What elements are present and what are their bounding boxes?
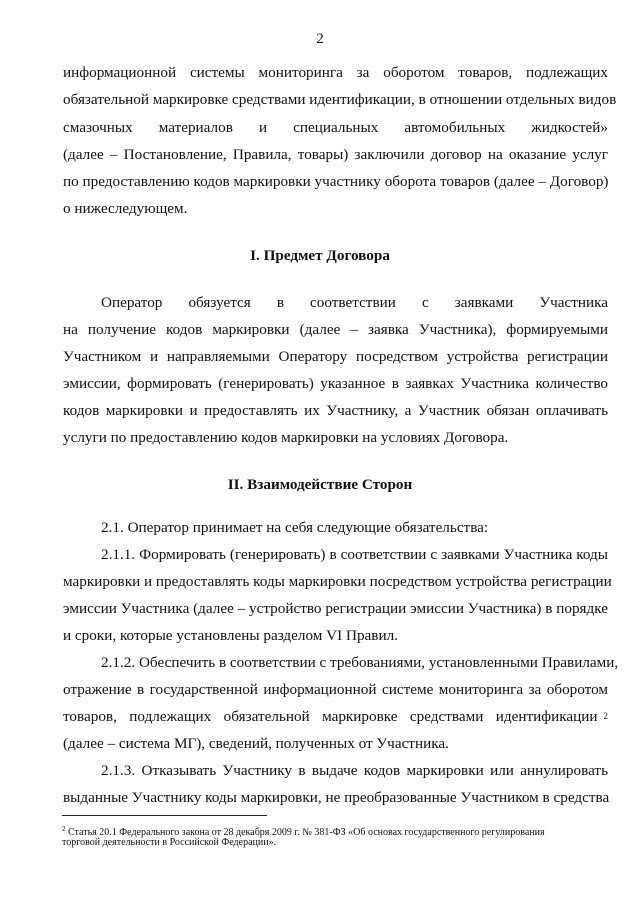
footnote-reference: 2 <box>603 711 608 721</box>
paragraph-line: Участником и направляемыми Оператору посредством устройства регистрации <box>63 348 608 365</box>
clause-line-with-footnote <box>63 707 608 726</box>
paragraph-line: на получение кодов маркировки (далее – заявка Участника), формируемыми <box>63 321 608 338</box>
footnote-mark: 2 <box>62 825 66 833</box>
clause-line: 2.1.3. Отказывать Участнику в выдаче кодов маркировки или аннулировать <box>101 762 608 779</box>
clause-line: 2.1.2. Обеспечить в соответствии с требованиями, установленными Правилами, <box>101 654 619 671</box>
clause-line: (далее – система МГ), сведений, полученных от Участника. <box>63 735 449 752</box>
clause-line: маркировки и предоставлять коды маркировки посредством устройства регистрации <box>63 573 612 590</box>
section-heading-1: I. Предмет Договора <box>250 247 390 264</box>
footnote-divider <box>62 815 267 816</box>
clause-2-1: 2.1. Оператор принимает на себя следующие обязательства: <box>101 519 489 536</box>
paragraph-line: Оператор обязуется в соответствии с заявками Участника <box>101 294 608 311</box>
clause-line: и сроки, которые установлены разделом VI Правил. <box>63 627 398 644</box>
clause-line: отражение в государственной информационной системе мониторинга за оборотом <box>63 681 608 698</box>
intro-line: о нижеследующем. <box>63 200 188 217</box>
paragraph-line: услуги по предоставлению кодов маркировки на условиях Договора. <box>63 429 509 446</box>
clause-line: эмиссии Участника (далее – устройство регистрации эмиссии Участника) в порядке <box>63 600 608 617</box>
clause-line: 2.1.1. Формировать (генерировать) в соответствии с заявками Участника коды <box>101 546 608 563</box>
footnote-text: Статья 20.1 Федерального закона от 28 декабря 2009 г. № 381-ФЗ «Об основах государственного регулирования <box>65 827 545 838</box>
footnote-line: торговой деятельности в Российской Федерации». <box>62 837 277 848</box>
intro-line: по предоставлению кодов маркировки участнику оборота товаров (далее – Договор) <box>63 173 609 190</box>
intro-line: смазочных материалов и специальных автомобильных жидкостей» <box>63 119 608 136</box>
page-number: 2 <box>316 31 324 47</box>
paragraph-line: кодов маркировки и предоставлять их Участнику, а Участник обязан оплачивать <box>63 402 608 419</box>
section-heading-2: II. Взаимодействие Сторон <box>227 476 413 493</box>
intro-line: (далее – Постановление, Правила, товары) заключили договор на оказание услуг <box>63 146 608 163</box>
intro-line: обязательной маркировке средствами идентификации, в отношении отдельных видов <box>63 91 617 108</box>
clause-line-text: товаров, подлежащих обязательной маркировке средствами идентификации <box>63 708 598 725</box>
intro-line: информационной системы мониторинга за оборотом товаров, подлежащих <box>63 64 608 81</box>
paragraph-line: эмиссии, формировать (генерировать) указанное в заявках Участника количество <box>63 375 608 392</box>
clause-line: выданные Участнику коды маркировки, не преобразованные Участником в средства <box>63 789 610 806</box>
